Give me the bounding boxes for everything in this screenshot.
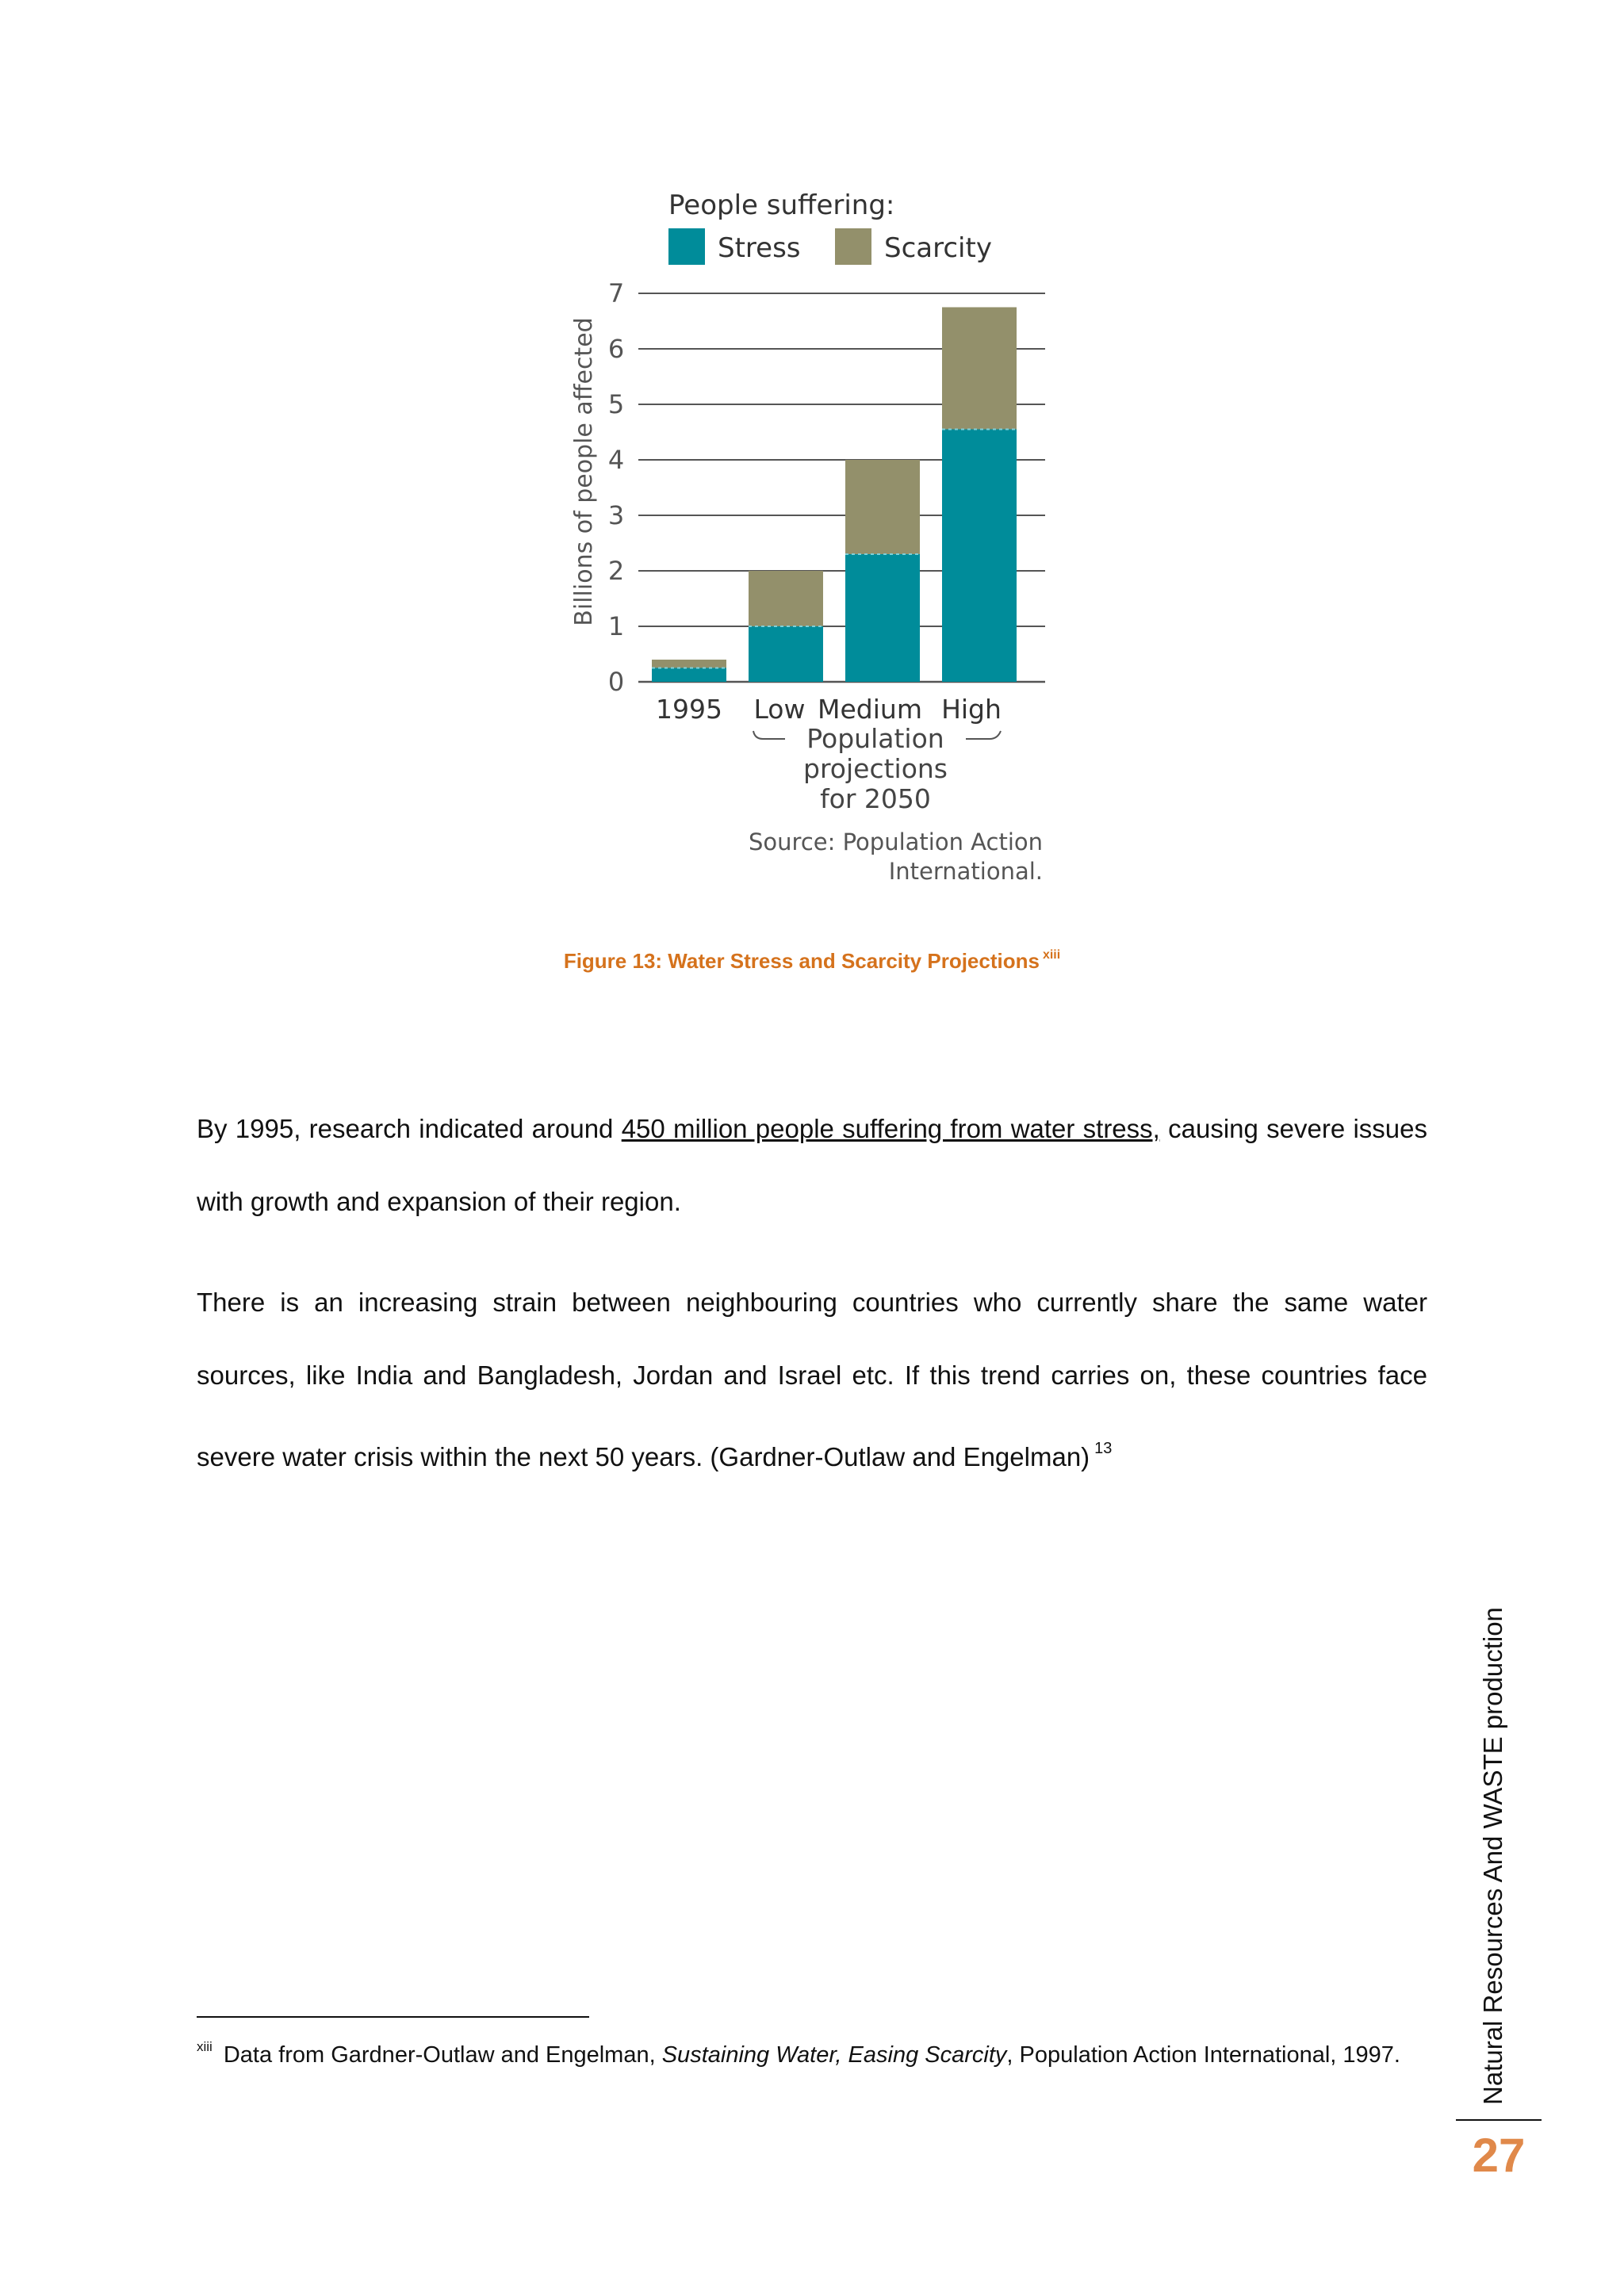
- bar-low-scarcity: [749, 571, 823, 626]
- projection-label-line-3: for 2050: [820, 783, 931, 814]
- x-category-low: Low: [753, 694, 806, 725]
- legend-swatch-scarcity: [835, 228, 871, 265]
- projection-label-line-1: Population: [806, 723, 944, 754]
- footnote-text-start: Data from Gardner-Outlaw and Engelman,: [223, 2042, 662, 2068]
- x-category-high: High: [941, 694, 1002, 725]
- water-stress-link[interactable]: 450 million people suffering from water stress,: [621, 1114, 1160, 1143]
- x-category-medium: Medium: [818, 694, 922, 725]
- bar-1995-stress: [652, 668, 726, 683]
- y-tick-1: 1: [607, 611, 625, 641]
- figure-caption: [0, 948, 1624, 974]
- bar-low-stress: [749, 626, 823, 682]
- paragraph-2: [197, 1266, 1427, 1494]
- page-number: 27: [1472, 2129, 1526, 2182]
- y-tick-5: 5: [607, 389, 625, 419]
- chart-source: [749, 828, 1043, 885]
- legend-swatch-stress: [668, 228, 705, 265]
- x-axis-categories: [656, 694, 1002, 725]
- bar-medium-scarcity: [845, 460, 920, 554]
- footnote-separator: [197, 2016, 589, 2018]
- y-tick-2: 2: [607, 556, 625, 586]
- legend-label-stress: Stress: [718, 232, 801, 264]
- footnote: [197, 2030, 1427, 2072]
- paragraph-1: [197, 1093, 1427, 1238]
- y-tick-6: 6: [607, 334, 625, 364]
- y-axis-ticks: [608, 278, 624, 697]
- caption-reference[interactable]: xiii: [1042, 948, 1061, 962]
- bar-medium-stress: [845, 554, 920, 682]
- x-category-1995: 1995: [656, 694, 722, 725]
- chart-legend: [668, 228, 992, 265]
- caption-text: Figure 13: Water Stress and Scarcity Projections: [563, 949, 1040, 973]
- source-line-1: Source: Population Action: [749, 828, 1043, 855]
- paragraph-1-start: By 1995, research indicated around: [197, 1114, 622, 1143]
- water-stress-chart: [555, 174, 1063, 904]
- paragraph-2-text: There is an increasing strain between neighbouring countries who currently share the same water sources, like India and Bangladesh, Jordan and Israel etc. If this trend carries on, these countries face severe water crisis within the next 50 years. (Gardner-Outlaw and Engelman): [197, 1288, 1427, 1471]
- y-tick-3: 3: [607, 500, 625, 530]
- footnote-text-end: , Population Action International, 1997.: [1006, 2042, 1400, 2068]
- projection-label-line-2: projections: [803, 753, 948, 784]
- paragraph-2-reference[interactable]: 13: [1094, 1440, 1113, 1457]
- y-tick-4: 4: [607, 445, 625, 475]
- y-axis-label: Billions of people affected: [570, 317, 598, 626]
- page-number-rule: [1456, 2119, 1542, 2121]
- source-line-2: International.: [888, 858, 1043, 885]
- projection-bracket-left: [753, 731, 785, 739]
- bar-1995-scarcity: [652, 660, 726, 668]
- bar-high-stress: [942, 430, 1017, 683]
- side-running-title: Natural Resources And WASTE production: [1478, 1607, 1507, 2105]
- paragraph-1-end: causing severe issues with growth and expansion of their region.: [197, 1114, 1427, 1216]
- projection-group-label: [803, 723, 948, 814]
- footnote-marker: xiii: [197, 2039, 213, 2054]
- y-tick-0: 0: [607, 667, 625, 697]
- footnote-book-title: Sustaining Water, Easing Scarcity: [661, 2042, 1007, 2068]
- bar-high-scarcity: [942, 308, 1017, 430]
- legend-title: People suffering:: [668, 189, 895, 221]
- legend-label-scarcity: Scarcity: [884, 232, 992, 264]
- projection-bracket-right: [966, 731, 1001, 739]
- y-tick-7: 7: [607, 278, 625, 308]
